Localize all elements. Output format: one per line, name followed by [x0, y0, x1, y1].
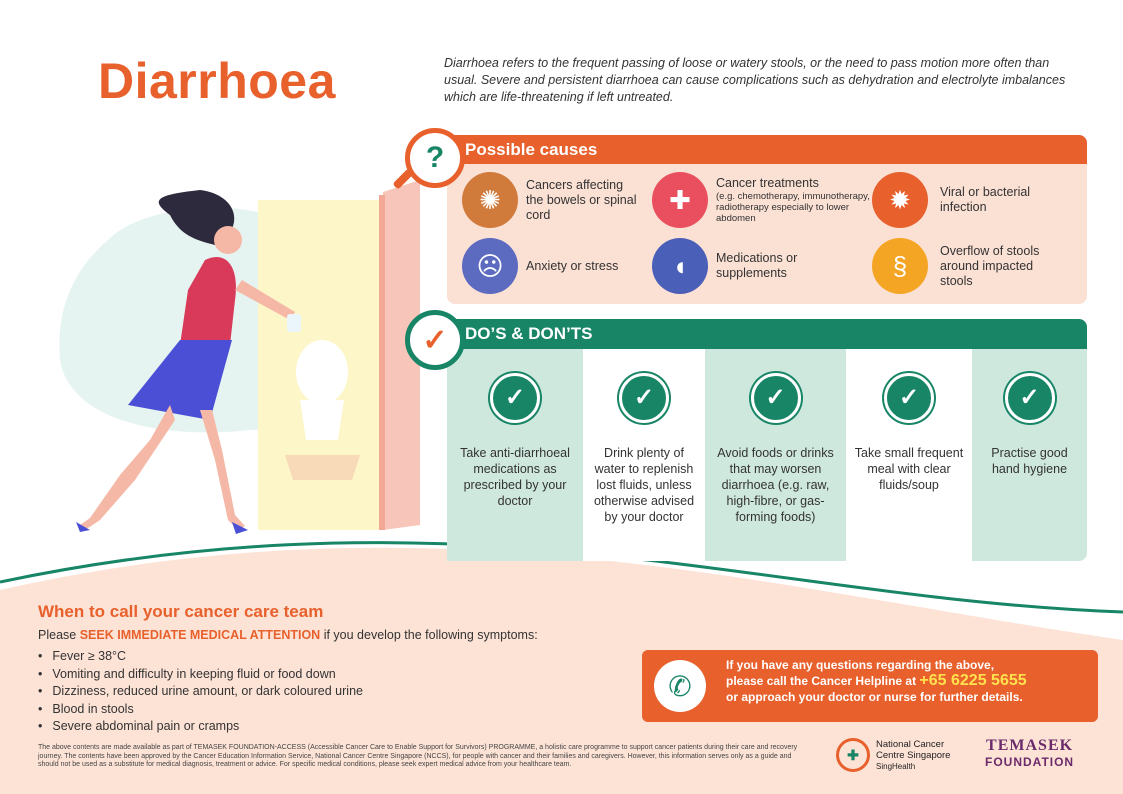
- checkmark-badge-icon: ✓: [405, 310, 465, 370]
- cause-label: Overflow of stools around impacted stools: [940, 243, 1040, 288]
- cause-label: Anxiety or stress: [526, 258, 619, 273]
- intestine-icon: §: [872, 238, 928, 294]
- when-heading: When to call your cancer care team: [38, 602, 324, 621]
- cause-item: [462, 238, 641, 294]
- dos-header: [447, 319, 1087, 349]
- helpline-line2: [726, 673, 1086, 689]
- seek-emphasis: SEEK IMMEDIATE MEDICAL ATTENTION: [79, 628, 321, 642]
- temasek-line2: FOUNDATION: [985, 755, 1075, 769]
- symptom-item: • Severe abdominal pain or cramps: [38, 718, 363, 736]
- seek-attention-line: [38, 628, 538, 642]
- dos-heading: DO’S & DON’TS: [465, 324, 593, 343]
- question-magnifier-icon: ?: [405, 128, 465, 188]
- temasek-line1: TEMASEK: [986, 737, 1074, 754]
- helpline-line1: If you have any questions regarding the above,: [726, 658, 995, 672]
- cause-item: [652, 172, 871, 228]
- page-title: Diarrhoea: [98, 53, 336, 109]
- check-icon: ✓: [490, 373, 540, 423]
- nccs-line1: National Cancer: [876, 738, 945, 750]
- iv-bag-icon: ✚: [652, 172, 708, 228]
- nccs-line3: SingHealth: [876, 761, 916, 771]
- causes-header: [447, 135, 1087, 165]
- dos-item: [972, 349, 1087, 561]
- cause-label: Cancers affecting the bowels or spinal cord: [526, 177, 637, 222]
- cause-label: Viral or bacterial infection: [940, 185, 1031, 214]
- dos-item: [705, 349, 846, 561]
- helpline-number[interactable]: +65 6225 5655: [919, 672, 1027, 689]
- seek-prefix: Please: [38, 628, 80, 642]
- helpline-text: [726, 657, 1086, 705]
- nccs-text: [876, 739, 950, 772]
- dos-text: Take anti-diarrhoeal medications as prescribed by your doctor: [460, 446, 570, 508]
- check-icon: ✓: [884, 373, 934, 423]
- check-icon: ✓: [1005, 373, 1055, 423]
- dos-item: [846, 349, 972, 561]
- seek-suffix: if you develop the following symptoms:: [320, 628, 538, 642]
- temasek-logo: [985, 737, 1074, 769]
- virus-icon: ✹: [872, 172, 928, 228]
- cause-item: [652, 238, 836, 294]
- dos-text: Avoid foods or drinks that may worsen diarrhoea (e.g. raw, high-fibre, or gas-forming foods): [717, 446, 834, 524]
- nccs-mark-icon: ✚: [836, 738, 870, 772]
- phone-plus-icon: ✆: [654, 660, 706, 712]
- cause-item: [462, 172, 641, 228]
- disclaimer-text: The above contents are made available as part of TEMASEK FOUNDATION-ACCESS (Accessible Cancer Care to Enable Support for Survivors) PROGRAMME, a holistic care programme to support cancer patients during their care and recovery journey. The contents have been approved by the Cancer Education Information Service, National Cancer Centre Singapore (NCCS), for people with cancer and their families and caregivers. However, this information serves only as a guide and should not be used as a substitute for medical diagnosis, treatment or advice. For specific medical conditions, please seek expert medical advice from your healthcare team.: [38, 744, 798, 769]
- symptom-item: • Fever ≥ 38°C: [38, 648, 363, 666]
- causes-panel: [447, 164, 1087, 304]
- helpline-prefix: please call the Cancer Helpline at: [726, 674, 920, 688]
- symptom-item: • Dizziness, reduced urine amount, or dark coloured urine: [38, 683, 363, 701]
- symptom-item: • Blood in stools: [38, 701, 363, 719]
- causes-heading: Possible causes: [465, 140, 598, 159]
- pills-icon: ◖: [652, 238, 708, 294]
- dos-text: Drink plenty of water to replenish lost fluids, unless otherwise advised by your doctor: [593, 446, 695, 524]
- helpline-line3: or approach your doctor or nurse for further details.: [726, 690, 1023, 704]
- cause-item: [872, 238, 1065, 294]
- cause-text: [716, 176, 871, 224]
- brain-icon: ✺: [462, 172, 518, 228]
- stressed-face-icon: ☹: [462, 238, 518, 294]
- cause-label: Cancer treatments: [716, 176, 819, 190]
- check-icon: ✓: [751, 373, 801, 423]
- cause-item: [872, 172, 1065, 228]
- intro-text: Diarrhoea refers to the frequent passing of loose or watery stools, or the need to pass motion more often than usual. Severe and persistent diarrhoea can cause complications such as dehydration and electrolyte imbalances which are life-threatening if left untreated.: [444, 56, 1066, 104]
- dos-text: Practise good hand hygiene: [991, 446, 1068, 476]
- check-icon: ✓: [619, 373, 669, 423]
- symptom-item: • Vomiting and difficulty in keeping fluid or food down: [38, 666, 363, 684]
- nccs-logo: [836, 738, 950, 772]
- dos-text: Take small frequent meal with clear fluids/soup: [854, 446, 964, 492]
- dos-item: [583, 349, 705, 561]
- dos-item: [447, 349, 583, 561]
- helpline-box: [642, 650, 1098, 722]
- nccs-line2: Centre Singapore: [876, 749, 951, 761]
- symptoms-list: [38, 648, 363, 736]
- cause-sublabel: (e.g. chemotherapy, immunotherapy, radiotherapy especially to lower abdomen: [716, 191, 870, 224]
- cause-label: Medications or supplements: [716, 251, 798, 280]
